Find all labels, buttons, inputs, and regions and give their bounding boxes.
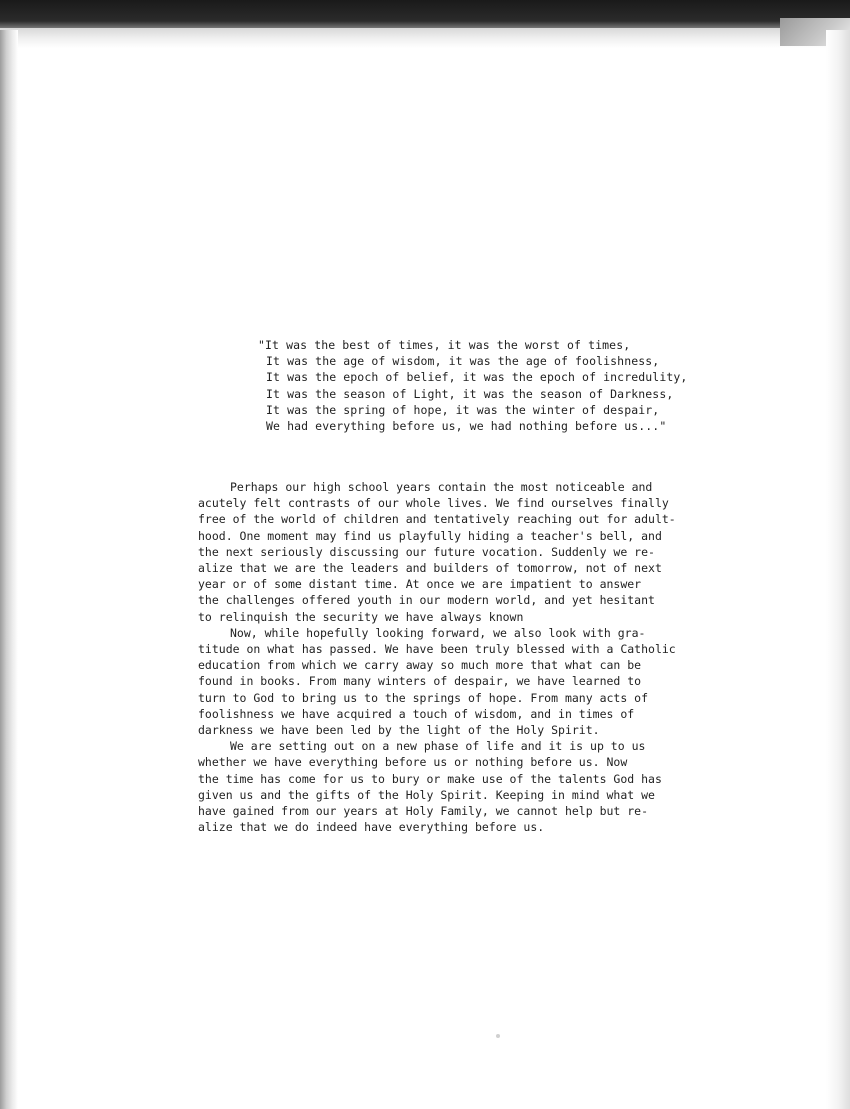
text-line: acutely felt contrasts of our whole lives. We find ourselves finally xyxy=(198,496,669,511)
text-line: the next seriously discussing our future vocation. Suddenly we re- xyxy=(198,544,655,559)
text-line: alize that we do indeed have everything before us. xyxy=(198,820,545,835)
text-line: whether we have everything before us or nothing before us. Now xyxy=(198,755,628,770)
text-line: titude on what has passed. We have been truly blessed with a Catholic xyxy=(198,642,676,657)
text-line: Perhaps our high school years contain the most noticeable and xyxy=(230,480,653,494)
text-line: We are setting out on a new phase of life and it is up to us xyxy=(230,739,646,754)
text-line: given us and the gifts of the Holy Spirit. Keeping in mind what we xyxy=(198,787,655,802)
paper-speck xyxy=(496,1034,500,1038)
opening-quotation xyxy=(258,337,687,434)
text-line: darkness we have been led by the light of the Holy Spirit. xyxy=(198,723,600,738)
quote-line: We had everything before us, we had nothing before us..." xyxy=(266,419,667,434)
body-text xyxy=(198,479,698,835)
paragraph-2 xyxy=(198,625,698,738)
text-line: Now, while hopefully looking forward, we also look with gra- xyxy=(230,625,646,640)
text-line: turn to God to bring us to the springs of hope. From many acts of xyxy=(198,690,649,705)
quote-line: It was the age of wisdom, it was the age of foolishness, xyxy=(266,354,660,369)
text-line: hood. One moment may find us playfully hiding a teacher's bell, and xyxy=(198,528,662,543)
text-line: free of the world of children and tentatively reaching out for adult- xyxy=(198,512,676,527)
text-line: to relinquish the security we have always known xyxy=(198,609,524,624)
quote-line: It was the spring of hope, it was the winter of despair, xyxy=(266,402,660,417)
quote-line: It was the epoch of belief, it was the epoch of incredulity, xyxy=(266,370,688,385)
text-line: alize that we are the leaders and builders of tomorrow, not of next xyxy=(198,561,662,576)
paragraph-1 xyxy=(198,479,698,625)
text-line: the challenges offered youth in our modern world, and yet hesitant xyxy=(198,593,655,608)
text-line: education from which we carry away so much more that what can be xyxy=(198,658,642,673)
text-line: have gained from our years at Holy Family, we cannot help but re- xyxy=(198,804,649,819)
text-line: found in books. From many winters of despair, we have learned to xyxy=(198,674,642,689)
paragraph-3 xyxy=(198,738,698,835)
text-line: year or of some distant time. At once we are impatient to answer xyxy=(198,577,642,592)
quote-line: It was the season of Light, it was the season of Darkness, xyxy=(266,386,674,401)
text-line: foolishness we have acquired a touch of wisdom, and in times of xyxy=(198,706,635,721)
quote-line: "It was the best of times, it was the worst of times, xyxy=(258,338,631,352)
text-line: the time has come for us to bury or make use of the talents God has xyxy=(198,771,662,786)
